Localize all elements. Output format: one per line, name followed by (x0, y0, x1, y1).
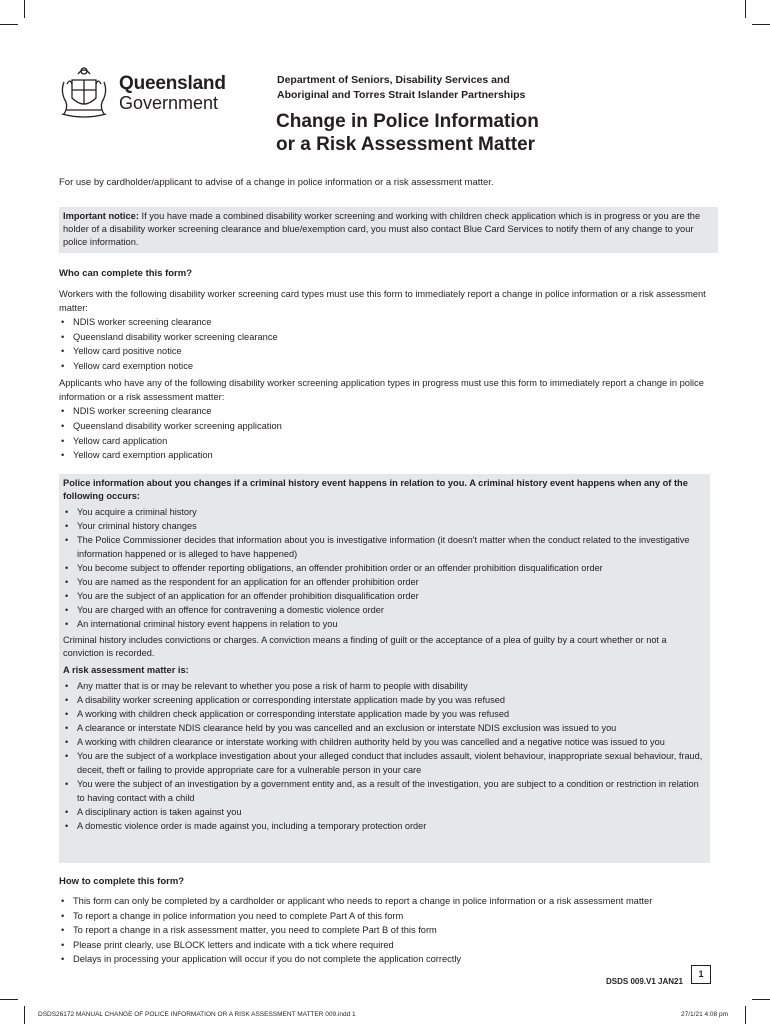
list-item: • Queensland disability worker screening application (59, 419, 714, 434)
coat-of-arms-icon (58, 62, 110, 120)
crop-mark (745, 1006, 746, 1024)
crop-mark (745, 0, 746, 18)
police-heading: Police information about you changes if a criminal history event happens in relation to you. A criminal history event happens when any of the following occurs: (63, 478, 688, 501)
crop-mark (752, 999, 770, 1000)
list-item: • You are named as the respondent for an application for an offender prohibition order (63, 575, 706, 589)
list-item: • To report a change in a risk assessment matter, you need to complete Part B of this form (59, 923, 714, 938)
list-item: • A working with children clearance or interstate working with children authority held by you was cancelled and a negative notice was issued to you (63, 735, 706, 749)
list-item: • You become subject to offender reporting obligations, an offender prohibition order or an offender prohibition disqualification order (63, 561, 706, 575)
department-name: Department of Seniors, Disability Services and Aboriginal and Torres Strait Islander Partnerships (277, 74, 526, 101)
how-list (59, 894, 714, 967)
list-item: • Please print clearly, use BLOCK letters and indicate with a tick where required (59, 938, 714, 953)
list-item: • To report a change in police information you need to complete Part A of this form (59, 909, 714, 924)
list-item: • You are the subject of an application for an offender prohibition disqualification order (63, 589, 706, 603)
list-item: • Yellow card exemption notice (59, 359, 714, 374)
how-section (59, 875, 714, 967)
crop-mark (24, 1006, 25, 1024)
notice-text: If you have made a combined disability worker screening and working with children check application which is in progress or you are the holder of a disability worker screening clearance and blue/exemption card, you must also contact Blue Card Services to notify them of any change to your police information. (63, 211, 701, 247)
list-item: • A domestic violence order is made against you, including a temporary protection order (63, 819, 706, 833)
list-item: • An international criminal history event happens in relation to you (63, 617, 706, 631)
workers-intro: Workers with the following disability worker screening card types must use this form to immediately report a change in police information or a risk assessment matter: (59, 289, 706, 313)
list-item: • You are charged with an offence for contravening a domestic violence order (63, 603, 706, 617)
list-item: • You are the subject of a workplace investigation about your alleged conduct that includes assault, violent behaviour, inappropriate sexual behaviour, fraud, deceit, theft or failing to provide appropriate care for a vulnerable person in your care (63, 749, 706, 777)
government-logo (58, 62, 228, 122)
list-item: • NDIS worker screening clearance (59, 315, 714, 330)
list-item: • Yellow card positive notice (59, 344, 714, 359)
list-item: • You acquire a criminal history (63, 505, 706, 519)
risk-heading: A risk assessment matter is: (63, 665, 189, 675)
crop-mark (0, 999, 18, 1000)
form-title: Change in Police Information or a Risk Assessment Matter (276, 111, 539, 155)
applicants-intro: Applicants who have any of the following disability worker screening application types in progress must use this form to immediately report a change in police information or a risk assessment matter: (59, 378, 704, 403)
list-item: • NDIS worker screening clearance (59, 404, 714, 419)
workers-list (59, 315, 714, 373)
police-list (63, 505, 706, 631)
list-item: • Your criminal history changes (63, 519, 706, 533)
list-item: • Delays in processing your application will occur if you do not complete the application correctly (59, 952, 714, 967)
notice-label: Important notice: (63, 211, 139, 221)
risk-list (63, 679, 706, 833)
list-item: • A working with children check application or corresponding interstate application made by you was refused (63, 707, 706, 721)
list-item: • Yellow card exemption application (59, 448, 714, 463)
list-item: • Queensland disability worker screening clearance (59, 330, 714, 345)
crop-mark (24, 0, 25, 18)
intro-text: For use by cardholder/applicant to advise of a change in police information or a risk assessment matter. (59, 177, 494, 188)
who-section (59, 267, 714, 463)
logo-wordmark-queensland: Queensland (119, 73, 226, 94)
crop-mark (0, 24, 18, 25)
page-number: 1 (691, 965, 711, 984)
important-notice (59, 207, 718, 253)
list-item: • You were the subject of an investigation by a government entity and, as a result of the investigation, you are subject to a condition or restriction in relation to having contact with a child (63, 777, 706, 805)
section-heading: How to complete this form? (59, 876, 185, 887)
print-timestamp: 27/1/21 4:08 pm (681, 1011, 728, 1018)
section-heading: Who can complete this form? (59, 268, 193, 279)
form-code: DSDS 009.V1 JAN21 (606, 977, 683, 986)
police-risk-panel (59, 474, 710, 863)
list-item: • This form can only be completed by a cardholder or applicant who needs to report a change in police information or a risk assessment matter (59, 894, 714, 909)
applicants-list (59, 404, 714, 462)
list-item: • Any matter that is or may be relevant to whether you pose a risk of harm to people with disability (63, 679, 706, 693)
list-item: • Yellow card application (59, 434, 714, 449)
print-slug: DSDS26172 MANUAL CHANGE OF POLICE INFORMATION OR A RISK ASSESSMENT MATTER 009.indd 1 (38, 1011, 356, 1018)
list-item: • A clearance or interstate NDIS clearance held by you was cancelled and an exclusion or interstate NDIS exclusion was issued to you (63, 721, 706, 735)
list-item: • The Police Commissioner decides that information about you is investigative information (it doesn't matter when the conduct related to the investigative information happened or is alleged to have happened) (63, 533, 706, 561)
list-item: • A disability worker screening application or corresponding interstate application made by you was refused (63, 693, 706, 707)
logo-wordmark-government: Government (119, 93, 219, 113)
criminal-history-note: Criminal history includes convictions or charges. A conviction means a finding of guilt or the acceptance of a plea of guilty by a court whether or not a conviction is recorded. (63, 635, 667, 658)
crop-mark (752, 24, 770, 25)
list-item: • A disciplinary action is taken against you (63, 805, 706, 819)
